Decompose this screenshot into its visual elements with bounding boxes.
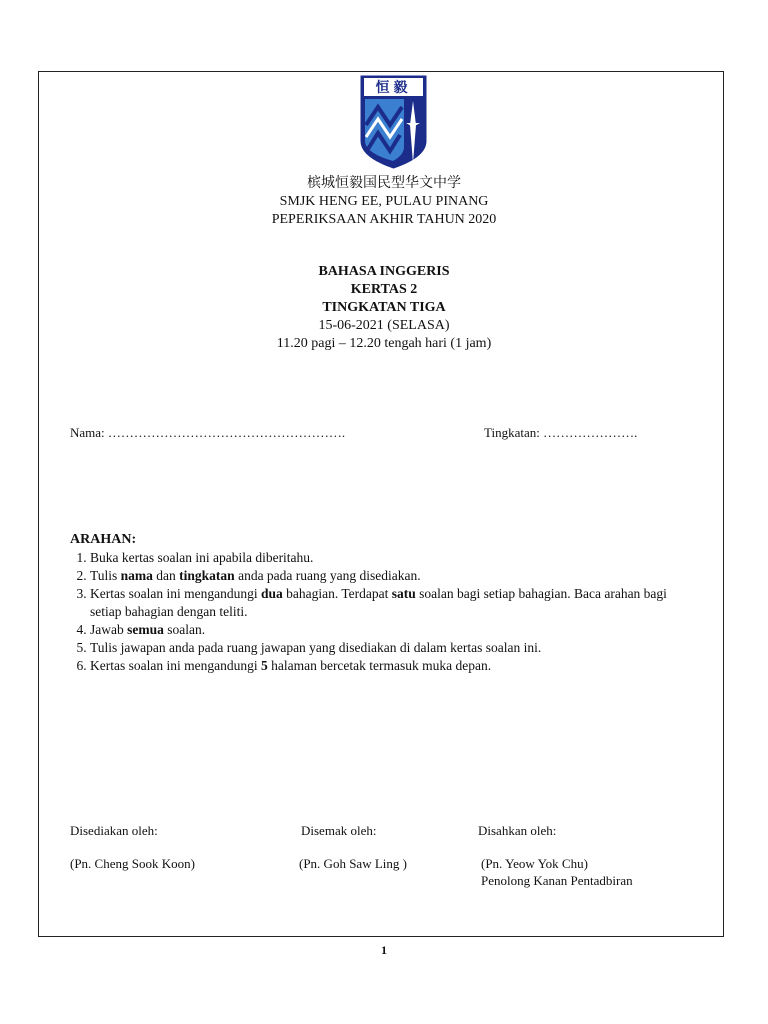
name-field[interactable] — [70, 425, 345, 441]
svg-text:恒毅: 恒毅 — [375, 80, 412, 96]
subject-name: BAHASA INGGERIS — [318, 264, 450, 279]
name-label: Nama: — [70, 425, 105, 440]
school-header — [0, 175, 768, 229]
paper-number: KERTAS 2 — [350, 282, 418, 297]
school-crest-logo — [360, 75, 427, 169]
prepared-by-name: (Pn. Cheng Sook Koon) — [70, 856, 195, 871]
instruction-item: 3. Kertas soalan ini mengandungi dua bahagian. Terdapat satu soalan bagi setiap bahagian. Baca arahan bagi setiap bahagian dengan teliti. — [90, 585, 680, 621]
form-level: TINGKATAN TIGA — [322, 300, 446, 315]
instruction-item: 6. Kertas soalan ini mengandungi 5 halaman bercetak termasuk muka depan. — [90, 657, 680, 675]
name-dots: ………………………………………………. — [107, 425, 346, 440]
exam-time: 11.20 pagi – 12.20 tengah hari (1 jam) — [276, 336, 492, 351]
instruction-item: 5. Tulis jawapan anda pada ruang jawapan yang disediakan di dalam kertas soalan ini. — [90, 639, 680, 657]
exam-title: PEPERIKSAAN AKHIR TAHUN 2020 — [271, 212, 497, 227]
instructions — [70, 531, 680, 675]
approved-by-name: (Pn. Yeow Yok Chu) — [481, 856, 588, 871]
instructions-title: ARAHAN: — [70, 532, 137, 547]
instructions-list — [70, 549, 680, 675]
page-number: 1 — [381, 943, 387, 957]
class-label: Tingkatan: — [484, 425, 540, 440]
instruction-item: 1. Buka kertas soalan ini apabila diberitahu. — [90, 549, 680, 567]
class-dots: …………………. — [543, 425, 638, 440]
instruction-item: 2. Tulis nama dan tingkatan anda pada ruang yang disediakan. — [90, 567, 680, 585]
school-name: SMJK HENG EE, PULAU PINANG — [279, 194, 489, 209]
checked-by-name: (Pn. Goh Saw Ling ) — [299, 856, 407, 871]
exam-date: 15-06-2021 (SELASA) — [318, 318, 450, 333]
approved-by-block — [481, 855, 633, 889]
class-field[interactable] — [484, 425, 637, 441]
approved-by-label: Disahkan oleh: — [478, 823, 557, 838]
instruction-item: 4. Jawab semua soalan. — [90, 621, 680, 639]
school-chinese-name: 槟城恒毅国民型华文中学 — [307, 176, 461, 191]
subject-block — [0, 263, 768, 353]
approved-by-title: Penolong Kanan Pentadbiran — [481, 873, 633, 888]
checked-by-label: Disemak oleh: — [301, 823, 377, 838]
prepared-by-label: Disediakan oleh: — [70, 823, 158, 838]
